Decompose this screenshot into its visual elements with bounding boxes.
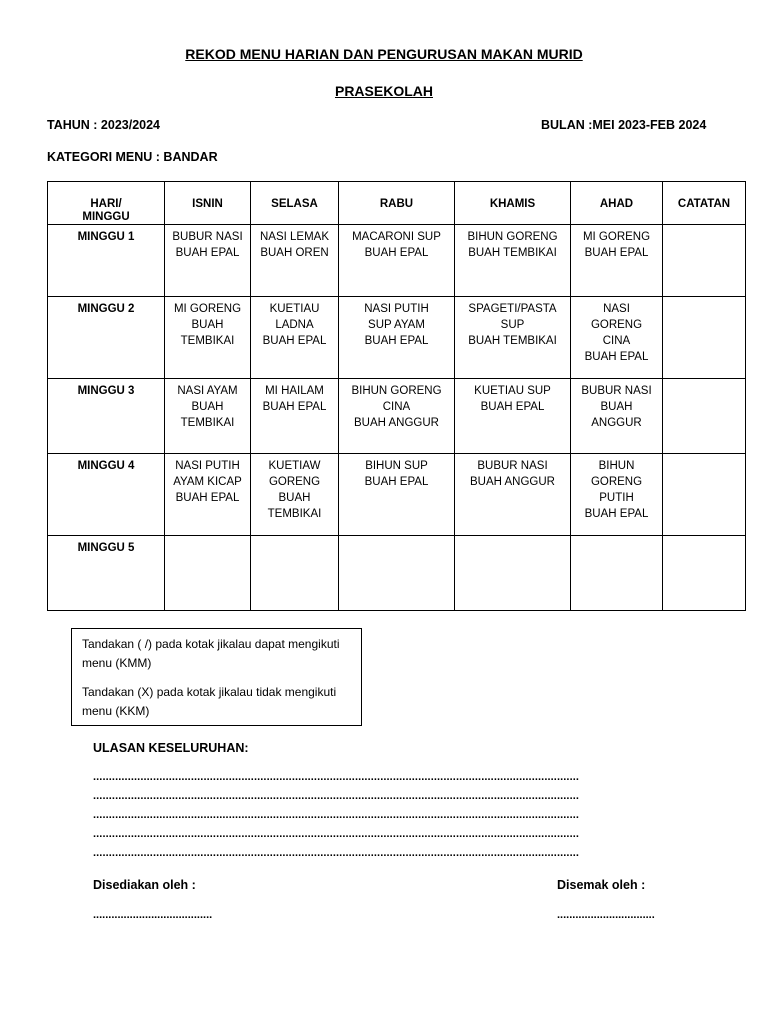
- week-label: MINGGU 4: [48, 454, 165, 536]
- menu-cell-catatan[interactable]: [663, 225, 746, 297]
- table-header-row: [48, 182, 746, 225]
- menu-item: BIHUN: [598, 460, 635, 472]
- menu-cell-ahad[interactable]: [571, 297, 663, 379]
- menu-item: BUAH ANGGUR: [354, 417, 439, 429]
- menu-cell-catatan[interactable]: [663, 536, 746, 611]
- week-label: MINGGU 1: [48, 225, 165, 297]
- table-row: [48, 225, 746, 297]
- menu-item: BUAH EPAL: [584, 351, 649, 363]
- header-isnin: ISNIN: [165, 182, 251, 225]
- menu-cell-rabu[interactable]: [339, 379, 455, 454]
- menu-item: ANGGUR: [591, 417, 642, 429]
- menu-item: NASI AYAM: [177, 385, 238, 397]
- menu-item: MI HAILAM: [265, 385, 324, 397]
- menu-item: SUP: [500, 319, 525, 331]
- menu-item: BUBUR NASI: [581, 385, 652, 397]
- menu-cell-ahad[interactable]: [571, 536, 663, 611]
- kategori-label: KATEGORI MENU : BANDAR: [47, 150, 218, 164]
- menu-item: BUAH: [600, 401, 633, 413]
- menu-cell-selasa[interactable]: [251, 454, 339, 536]
- menu-cell-khamis[interactable]: [455, 536, 571, 611]
- menu-item: MACARONI SUP: [352, 231, 441, 243]
- menu-cell-rabu[interactable]: [339, 536, 455, 611]
- menu-item: BUAH EPAL: [262, 335, 327, 347]
- menu-item: BUAH: [278, 492, 311, 504]
- menu-item: BUAH EPAL: [364, 247, 429, 259]
- instruction-box: [71, 628, 362, 726]
- menu-item: BUAH OREN: [260, 247, 329, 259]
- table-row: [48, 454, 746, 536]
- menu-table-body: [48, 225, 746, 611]
- disediakan-signature-line[interactable]: .......................................: [93, 909, 213, 921]
- header-selasa: SELASA: [251, 182, 339, 225]
- menu-item: BUAH EPAL: [175, 247, 240, 259]
- menu-item: CINA: [602, 335, 631, 347]
- tahun-label: TAHUN : 2023/2024: [47, 118, 161, 132]
- ulasan-label: ULASAN KESELURUHAN:: [93, 741, 249, 755]
- menu-item: GORENG: [590, 476, 643, 488]
- menu-item: GORENG: [590, 319, 643, 331]
- header-hari: HARI/: [90, 198, 122, 210]
- menu-cell-isnin[interactable]: [165, 225, 251, 297]
- menu-item: TEMBIKAI: [180, 417, 235, 429]
- disemak-label: Disemak oleh :: [557, 878, 646, 892]
- menu-item: BUBUR NASI: [477, 460, 548, 472]
- bulan-label: BULAN :MEI 2023-FEB 2024: [541, 118, 707, 132]
- menu-cell-rabu[interactable]: [339, 454, 455, 536]
- menu-item: BIHUN SUP: [365, 460, 428, 472]
- menu-item: BUAH: [191, 401, 224, 413]
- menu-item: BUBUR NASI: [172, 231, 243, 243]
- menu-item: BUAH: [191, 319, 224, 331]
- menu-item: MI GORENG: [173, 303, 242, 315]
- menu-item: CINA: [382, 401, 411, 413]
- menu-item: NASI LEMAK: [259, 231, 330, 243]
- menu-cell-selasa[interactable]: [251, 297, 339, 379]
- menu-cell-catatan[interactable]: [663, 297, 746, 379]
- menu-item: TEMBIKAI: [180, 335, 235, 347]
- menu-cell-rabu[interactable]: [339, 297, 455, 379]
- menu-item: BUAH EPAL: [584, 508, 649, 520]
- menu-item: BIHUN GORENG: [467, 231, 558, 243]
- menu-cell-catatan[interactable]: [663, 454, 746, 536]
- menu-cell-selasa[interactable]: [251, 536, 339, 611]
- menu-cell-ahad[interactable]: [571, 454, 663, 536]
- menu-cell-selasa[interactable]: [251, 225, 339, 297]
- ulasan-line[interactable]: ..........................................................................................................................................................: [93, 790, 580, 802]
- menu-item: NASI PUTIH: [175, 460, 240, 472]
- menu-item: AYAM KICAP: [173, 476, 242, 488]
- menu-cell-ahad[interactable]: [571, 225, 663, 297]
- ulasan-line[interactable]: ..........................................................................................................................................................: [93, 828, 580, 840]
- menu-cell-catatan[interactable]: [663, 379, 746, 454]
- menu-table: [47, 181, 746, 611]
- menu-item: GORENG: [268, 476, 321, 488]
- menu-cell-isnin[interactable]: [165, 379, 251, 454]
- menu-item: BUAH TEMBIKAI: [468, 335, 557, 347]
- week-label: MINGGU 3: [48, 379, 165, 454]
- document-title: REKOD MENU HARIAN DAN PENGURUSAN MAKAN MURID: [185, 46, 583, 62]
- table-row: [48, 379, 746, 454]
- header-rabu: RABU: [339, 182, 455, 225]
- menu-cell-khamis[interactable]: [455, 454, 571, 536]
- ulasan-line[interactable]: ..........................................................................................................................................................: [93, 771, 580, 783]
- menu-item: PUTIH: [599, 492, 634, 504]
- header-ahad: AHAD: [571, 182, 663, 225]
- menu-item: BIHUN GORENG: [351, 385, 442, 397]
- document-subtitle: PRASEKOLAH: [334, 83, 433, 99]
- table-row: [48, 297, 746, 379]
- menu-item: NASI: [603, 303, 630, 315]
- header-catatan: CATATAN: [663, 182, 746, 225]
- week-label: MINGGU 2: [48, 297, 165, 379]
- ulasan-line[interactable]: ..........................................................................................................................................................: [93, 847, 580, 859]
- menu-item: NASI PUTIH: [364, 303, 429, 315]
- menu-cell-isnin[interactable]: [165, 297, 251, 379]
- instruction-kkm: Tandakan (X) pada kotak jikalau tidak mengikuti menu (KKM): [82, 685, 337, 718]
- disediakan-label: Disediakan oleh :: [93, 878, 196, 892]
- table-row: [48, 536, 746, 611]
- week-label: MINGGU 5: [48, 536, 165, 611]
- menu-item: BUAH EPAL: [364, 476, 429, 488]
- menu-item: BUAH EPAL: [480, 401, 545, 413]
- menu-item: KUETIAU: [269, 303, 320, 315]
- menu-item: BUAH EPAL: [175, 492, 240, 504]
- header-hari-minggu: [48, 182, 165, 225]
- menu-item: BUAH TEMBIKAI: [468, 247, 557, 259]
- menu-item: LADNA: [275, 319, 314, 331]
- header-khamis: KHAMIS: [455, 182, 571, 225]
- menu-item: SPAGETI/PASTA: [468, 303, 557, 315]
- menu-cell-rabu[interactable]: [339, 225, 455, 297]
- menu-cell-selasa[interactable]: [251, 379, 339, 454]
- menu-cell-isnin[interactable]: [165, 536, 251, 611]
- menu-item: BUAH EPAL: [584, 247, 649, 259]
- menu-item: KUETIAW: [268, 460, 321, 472]
- ulasan-line[interactable]: ..........................................................................................................................................................: [93, 809, 580, 821]
- menu-cell-khamis[interactable]: [455, 379, 571, 454]
- instruction-kmm: Tandakan ( /) pada kotak jikalau dapat mengikuti menu (KMM): [82, 637, 340, 670]
- menu-item: SUP AYAM: [368, 319, 425, 331]
- menu-item: TEMBIKAI: [267, 508, 322, 520]
- header-minggu: MINGGU: [82, 211, 130, 223]
- menu-item: BUAH ANGGUR: [470, 476, 555, 488]
- menu-cell-isnin[interactable]: [165, 454, 251, 536]
- menu-item: KUETIAU SUP: [474, 385, 551, 397]
- menu-item: BUAH EPAL: [262, 401, 327, 413]
- menu-cell-khamis[interactable]: [455, 297, 571, 379]
- disemak-signature-line[interactable]: ................................: [557, 909, 655, 921]
- menu-cell-khamis[interactable]: [455, 225, 571, 297]
- menu-item: MI GORENG: [582, 231, 651, 243]
- menu-item: BUAH EPAL: [364, 335, 429, 347]
- menu-cell-ahad[interactable]: [571, 379, 663, 454]
